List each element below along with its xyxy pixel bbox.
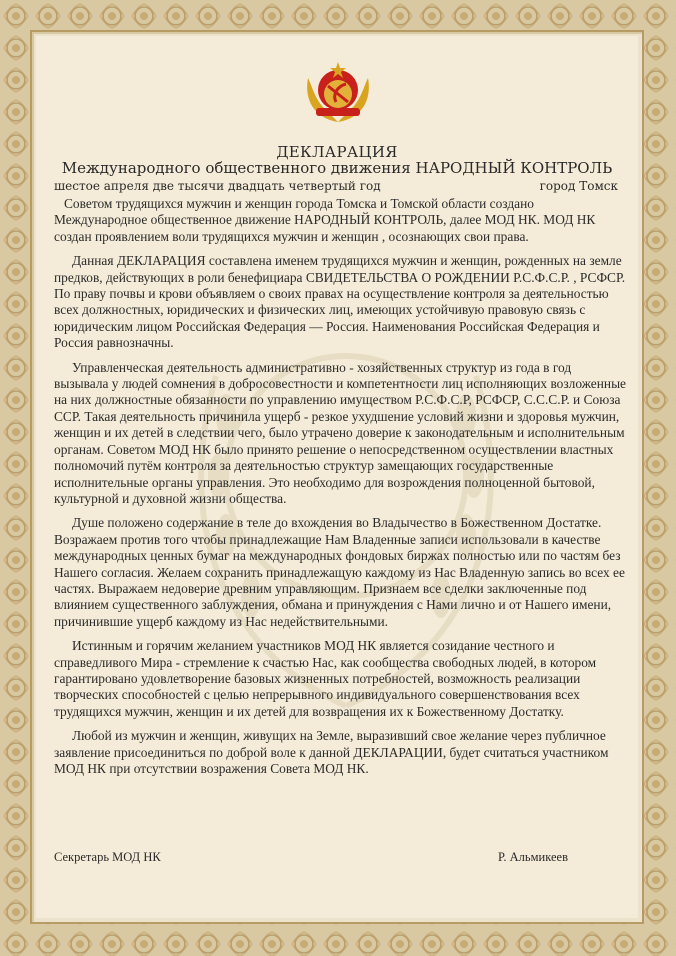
paragraph-2: Данная ДЕКЛАРАЦИЯ составлена именем трудящихся мужчин и женщин, рожденных на земле предков, действующих в роли бенефициара СВИДЕТЕЛЬСТВА О РОЖДЕНИИ Р.С.Ф.С.Р. , РСФСР. По праву почвы и крови объявляем о своих правах на осуществление контроля за деятельностью всех должностных, юридических и физических лиц, имеющих устойчивую правовую связь с юридическим лицом Российская Федерация — Россия. Наименования Российская Федерация и Россия равнозначны. [54, 253, 626, 351]
city-text: город Томск [539, 179, 618, 193]
signature-name: Р. Альмикеев [498, 850, 568, 864]
paragraph-1: Советом трудящихся мужчин и женщин города Томска и Томской области создано Международное общественное движение НАРОДНЫЙ КОНТРОЛЬ, далее МОД НК. МОД НК создан проявлением воли трудящихся мужчин и женщин , осознающих свои права. [54, 196, 596, 244]
rsfsr-emblem-icon [302, 56, 374, 126]
document-body [54, 196, 626, 785]
document-page [36, 36, 638, 918]
dateline [54, 179, 618, 193]
date-text: шестое апреля две тысячи двадцать четвертый год [54, 179, 381, 193]
document-subtitle: Международного общественного движения НАРОДНЫЙ КОНТРОЛЬ [61, 159, 613, 177]
document-heading [36, 144, 638, 177]
document-title: ДЕКЛАРАЦИЯ [276, 143, 398, 161]
paragraph-5: Истинным и горячим желанием участников МОД НК является созидание честного и справедливого Мира - стремление к счастью Нас, как сообщества свободных людей, в котором гарантировано удовлетворение базовых жизненных потребностей, возможность реализации творческих способностей с целью непрерывного индивидуального совершенствования всех трудящихся мужчин, женщин и их детей для возвращения их к Божественному Достатку. [54, 638, 597, 719]
paragraph-3: Управленческая деятельность административно - хозяйственных структур из года в год вызывала у людей сомнения в добросовестности и компетентности лиц исполняющих возложенные на них должностные обязанности по управлению имуществом Р.С.Ф.С.Р, РСФСР, С.С.С.Р. и Союза ССР. Такая деятельность причинила ущерб - резкое ухудшение условий жизни и здоровья мужчин, женщин и их детей в следствии чего, было утрачено доверие к законодательным и исполнительным органам. Советом МОД НК было принято решение о непосредственном осуществлении властных полномочий путём контроля за деятельностью структур замещающих государственные исполнительные органы управления. Это необходимо для возрождения полноценной бытовой, культурной и духовной жизни общества. [54, 359, 627, 506]
paragraph-4: Душе положено содержание в теле до вхождения во Владычество в Божественном Достатке. Возражаем против того чтобы принадлежащие Нам Владенные записи использовали в качестве международных ценных бумаг на международных фондовых биржах полностью или по частям без Нашего согласия. Желаем сохранить принадлежащую каждому из Нас Владенную запись во всех ее частях. Выражаем недоверие древним управляющим. Признаем все сделки заключенные под влиянием существенного заблуждения, обмана и принуждения с Нами лично и от Нашего имени, причинившие ущерб каждому из Нас недействительными. [54, 515, 625, 629]
signature-secretary: Секретарь МОД НК [54, 850, 161, 864]
paragraph-6: Любой из мужчин и женщин, живущих на Земле, выразивший свое желание через публичное заявление присоединиться по доброй воле к данной ДЕКЛАРАЦИИ, будет считаться участником МОД НК при отсутствии возражения Совета МОД НК. [54, 728, 609, 776]
